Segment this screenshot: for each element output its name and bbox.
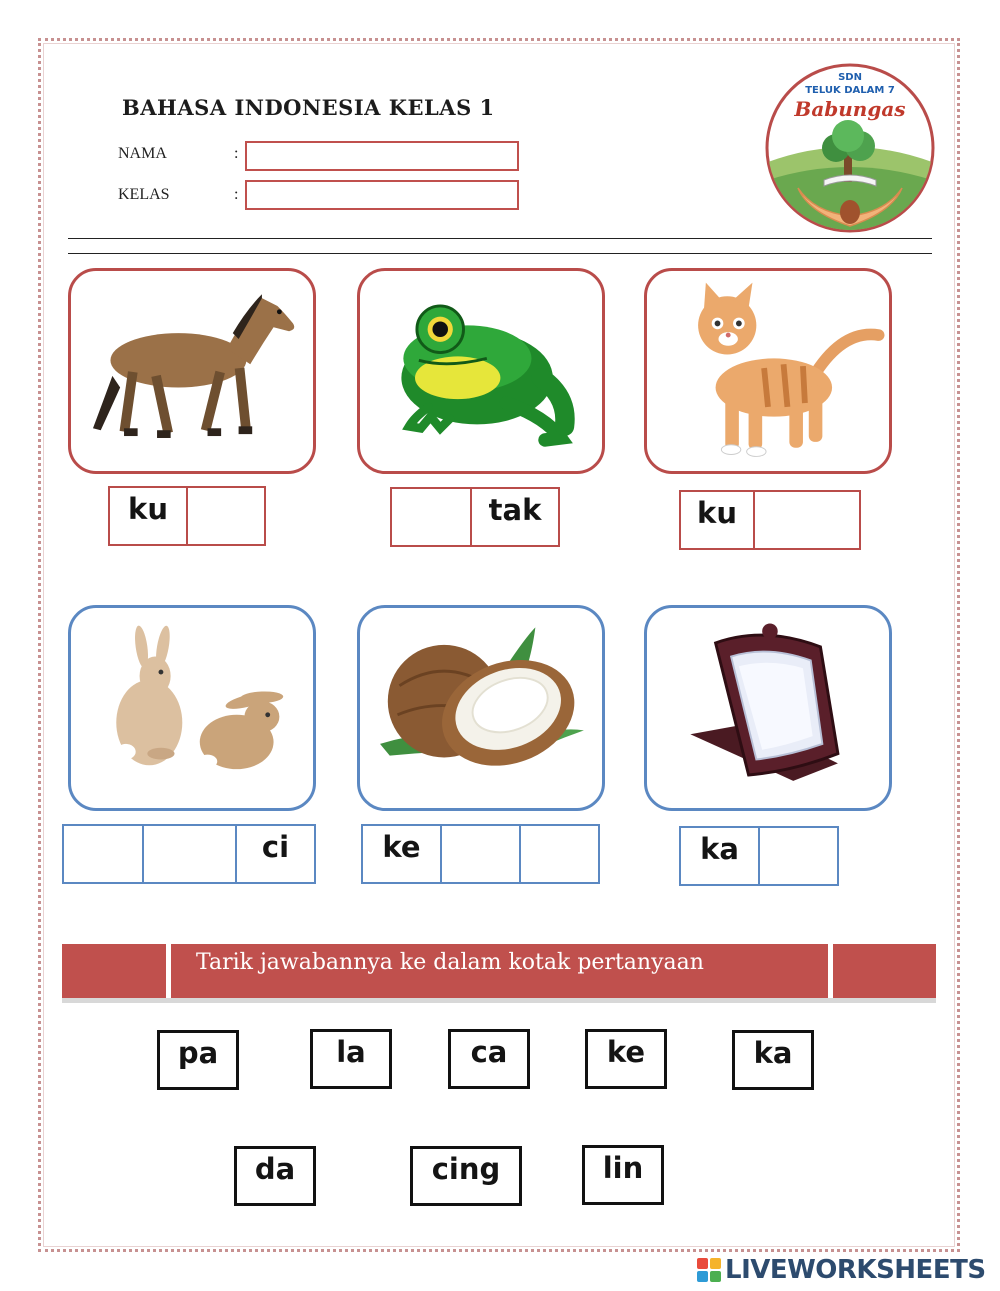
syllable-box[interactable]: tak	[470, 487, 560, 547]
name-input[interactable]	[245, 141, 519, 171]
worksheet-title: BAHASA INDONESIA KELAS 1	[122, 95, 495, 120]
answer-boxes-frog	[390, 487, 558, 547]
cat-icon	[647, 271, 889, 471]
answer-tile-ka[interactable]: ka	[732, 1030, 814, 1090]
frog-icon	[360, 271, 602, 471]
liveworksheets-brand	[697, 1255, 986, 1285]
mirror-icon	[647, 608, 889, 808]
class-input[interactable]	[245, 180, 519, 210]
drop-box[interactable]	[440, 824, 521, 884]
name-label: NAMA	[118, 145, 167, 162]
syllable-box[interactable]: ke	[361, 824, 442, 884]
drop-box[interactable]	[753, 490, 861, 550]
name-colon: :	[234, 145, 239, 162]
logo-line-3: Babungas	[794, 97, 906, 121]
answer-boxes-mirror	[679, 826, 837, 886]
banner-divider	[166, 944, 171, 998]
liveworksheets-logo-icon	[697, 1258, 721, 1282]
drop-box[interactable]	[62, 824, 144, 884]
instruction-text: Tarik jawabannya ke dalam kotak pertanyaan	[196, 950, 704, 975]
answer-boxes-rabbits	[62, 824, 314, 884]
school-logo	[764, 62, 936, 234]
drop-box[interactable]	[186, 486, 266, 546]
logo-line-1: SDN	[838, 72, 862, 83]
horse-icon	[71, 271, 313, 471]
drop-box[interactable]	[142, 824, 237, 884]
logo-line-2: TELUK DALAM 7	[805, 85, 895, 96]
syllable-box[interactable]: ka	[679, 826, 760, 886]
answer-tile-ca[interactable]: ca	[448, 1029, 530, 1089]
syllable-box[interactable]: ci	[235, 824, 316, 884]
brand-text: LIVEWORKSHEETS	[725, 1255, 986, 1285]
rabbits-icon	[71, 608, 313, 808]
answer-tile-ke[interactable]: ke	[585, 1029, 667, 1089]
coconut-icon	[360, 608, 602, 808]
picture-card-mirror	[644, 605, 892, 811]
answer-tile-lin[interactable]: lin	[582, 1145, 664, 1205]
answer-boxes-horse	[108, 486, 264, 546]
answer-boxes-cat	[679, 490, 859, 550]
class-colon: :	[234, 186, 239, 203]
drop-box[interactable]	[519, 824, 600, 884]
header-rule-2	[68, 253, 932, 254]
syllable-box[interactable]: ku	[108, 486, 188, 546]
header-rule-1	[68, 238, 932, 239]
picture-card-horse	[68, 268, 316, 474]
drop-box[interactable]	[390, 487, 472, 547]
picture-card-cat	[644, 268, 892, 474]
answer-tile-da[interactable]: da	[234, 1146, 316, 1206]
picture-card-rabbits	[68, 605, 316, 811]
answer-tile-la[interactable]: la	[310, 1029, 392, 1089]
answer-tile-cing[interactable]: cing	[410, 1146, 522, 1206]
answer-tile-pa[interactable]: pa	[157, 1030, 239, 1090]
picture-card-frog	[357, 268, 605, 474]
banner-divider	[828, 944, 833, 998]
syllable-box[interactable]: ku	[679, 490, 755, 550]
picture-card-coconut	[357, 605, 605, 811]
drop-box[interactable]	[758, 826, 839, 886]
answer-boxes-coconut	[361, 824, 598, 884]
class-label: KELAS	[118, 186, 170, 203]
